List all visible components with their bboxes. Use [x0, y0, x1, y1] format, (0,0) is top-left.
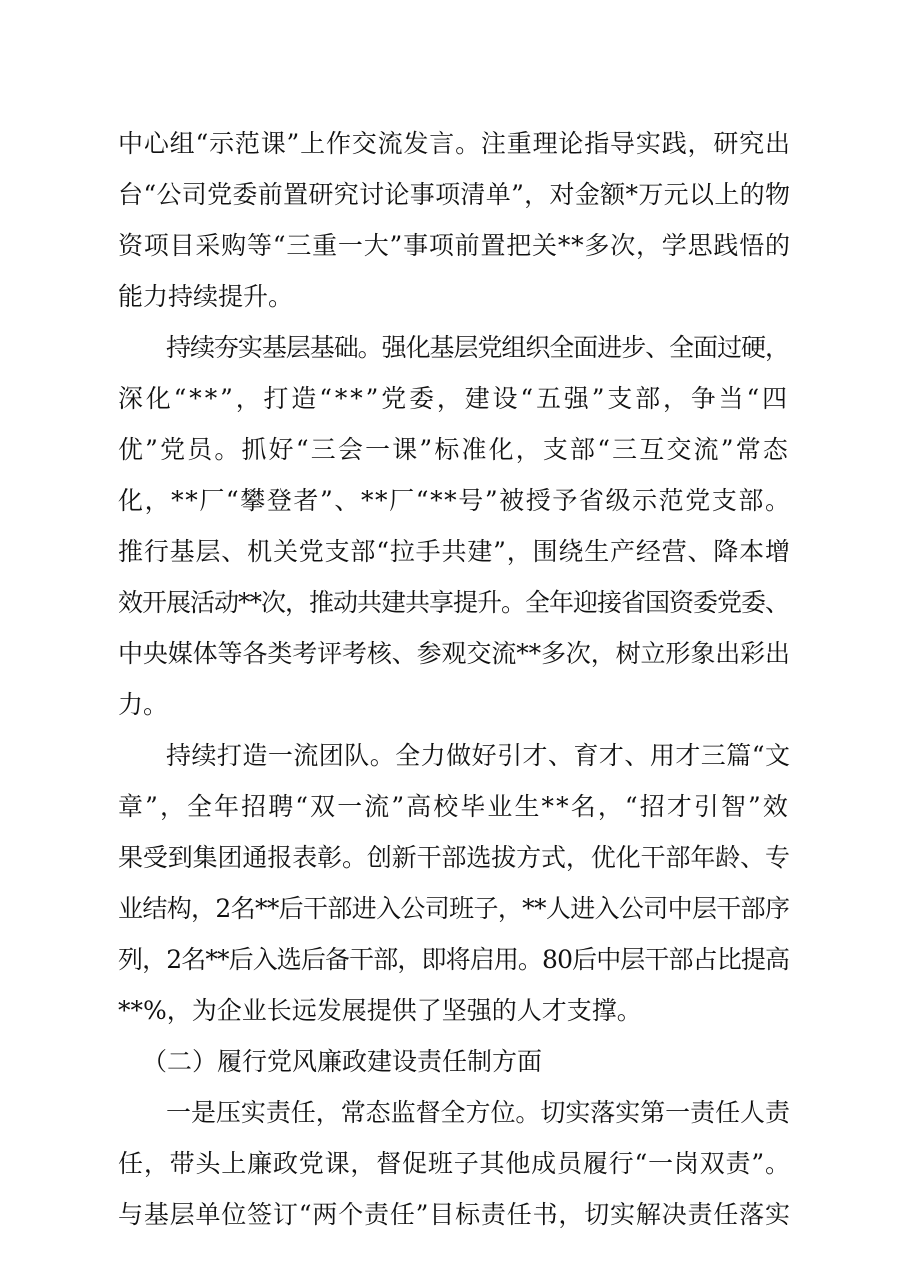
body-text-line: 推行基层、机关党支部“拉手共建”，围绕生产经营、降本增 [118, 537, 791, 566]
body-text-line: 果受到集团通报表彰。创新干部选拔方式，优化干部年龄、专 [118, 843, 790, 872]
body-text-line: 效开展活动**次，推动共建共享提升。全年迎接省国资委党委、 [118, 588, 789, 617]
body-text-line: 章”，全年招聘“双一流”高校毕业生**名，“招才引智”效 [118, 792, 790, 821]
body-text-line: 中心组“示范课”上作交流发言。注重理论指导实践，研究出 [118, 129, 791, 158]
paragraph-first-line: 持续打造一流团队。全力做好引才、育才、用才三篇“文 [166, 741, 791, 770]
paragraph-first-line: 持续夯实基层基础。强化基层党组织全面进步、全面过硬， [166, 333, 789, 362]
body-text-line: 台“公司党委前置研究讨论事项清单”，对金额*万元以上的物 [118, 180, 791, 209]
body-text-line: 中央媒体等各类考评考核、参观交流**多次，树立形象出彩出 [118, 639, 790, 668]
body-text-line: 业结构，2名**后干部进入公司班子，**人进入公司中层干部序 [118, 894, 790, 923]
body-text-line: 资项目采购等“三重一大”事项前置把关**多次，学思践悟的 [118, 231, 791, 260]
section-heading: （二）履行党风廉政建设责任制方面 [142, 1047, 543, 1076]
body-text-line: 深化“**”，打造“**”党委，建设“五强”支部，争当“四 [118, 384, 790, 413]
paragraph-first-line: 一是压实责任，常态监督全方位。切实落实第一责任人责 [166, 1098, 790, 1127]
body-text-line: 列，2名**后入选后备干部，即将启用。80后中层干部占比提高 [118, 945, 790, 974]
body-text-line: **%，为企业长远发展提供了坚强的人才支撑。 [118, 996, 642, 1025]
body-text-line: 能力持续提升。 [118, 282, 294, 311]
body-text-line: 优”党员。抓好“三会一课”标准化，支部“三互交流”常态 [118, 435, 790, 464]
body-text-line: 化，**厂“攀登者”、**厂“**号”被授予省级示范党支部。 [118, 486, 792, 515]
body-text-line: 与基层单位签订“两个责任”目标责任书，切实解决责任落实 [118, 1200, 791, 1229]
body-text-line: 任，带头上廉政党课，督促班子其他成员履行“一岗双责”。 [118, 1149, 791, 1178]
body-text-line: 力。 [118, 690, 169, 719]
